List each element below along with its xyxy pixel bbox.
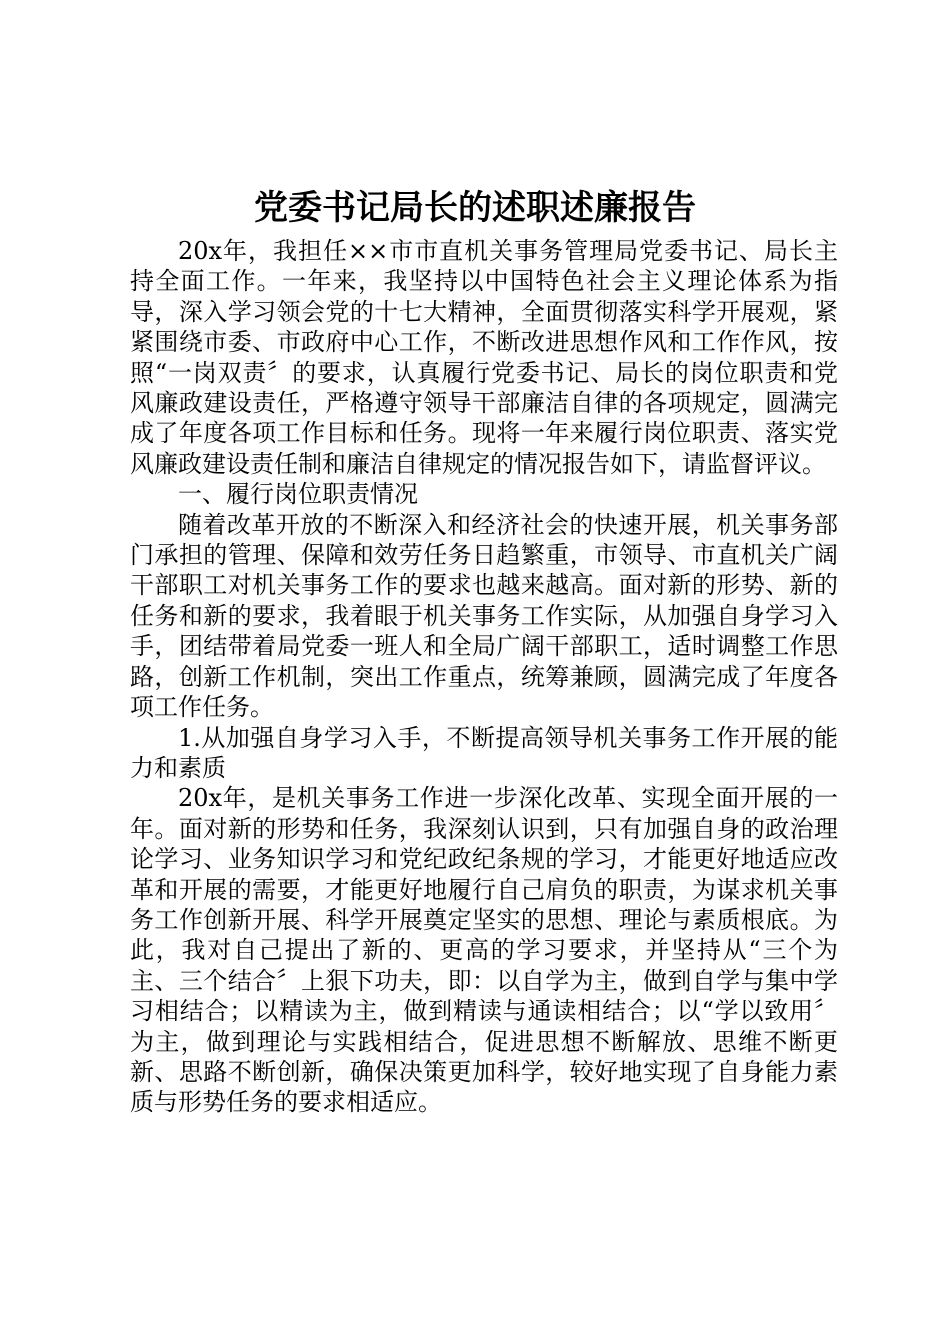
intro-paragraph: 20x年，我担任××市市直机关事务管理局党委书记、局长主持全面工作。一年来，我坚持以中国特色社会主义理论体系为指导，深入学习领会党的十七大精神，全面贯彻落实科学开展观，紧紧围绕市委、市政府中心工作，不断改进思想作风和工作作风，按照“一岗双责〞的要求，认真履行党委书记、局长的岗位职责和党风廉政建设责任，严格遵守领导干部廉洁自律的各项规定，圆满完成了年度各项工作目标和任务。现将一年来履行岗位职责、落实党风廉政建设责任制和廉洁自律规定的情况报告如下，请监督评议。: [130, 237, 838, 478]
section-1-paragraph: 随着改革开放的不断深入和经济社会的快速开展，机关事务部门承担的管理、保障和效劳任务日趋繁重，市领导、市直机关广阔干部职工对机关事务工作的要求也越来越高。面对新的形势、新的任务和新的要求，我着眼于机关事务工作实际，从加强自身学习入手，团结带着局党委一班人和全局广阔干部职工，适时调整工作思路，创新工作机制，突出工作重点，统筹兼顾，圆满完成了年度各项工作任务。: [130, 510, 838, 722]
document-title: 党委书记局长的述职述廉报告: [254, 188, 696, 228]
subsection-heading-1: 1.从加强自身学习入手，不断提高领导机关事务工作开展的能力和素质: [130, 723, 838, 782]
subsection-1-paragraph: 20x年，是机关事务工作进一步深化改革、实现全面开展的一年。面对新的形势和任务，我深刻认识到，只有加强自身的政治理论学习、业务知识学习和党纪政纪条规的学习，才能更好地适应改革和开展的需要，才能更好地履行自己肩负的职责，为谋求机关事务工作创新开展、科学开展奠定坚实的思想、理论与素质根底。为此，我对自己提出了新的、更高的学习要求，并坚持从“三个为主、三个结合〞上狠下功夫，即：以自学为主，做到自学与集中学习相结合；以精读为主，做到精读与通读相结合；以“学以致用〞为主，做到理论与实践相结合，促进思想不断解放、思维不断更新、思路不断创新，确保决策更加科学，较好地实现了自身能力素质与形势任务的要求相适应。: [130, 784, 838, 1117]
document-body: [130, 236, 838, 1118]
section-heading-1: 一、履行岗位职责情况: [178, 480, 418, 509]
